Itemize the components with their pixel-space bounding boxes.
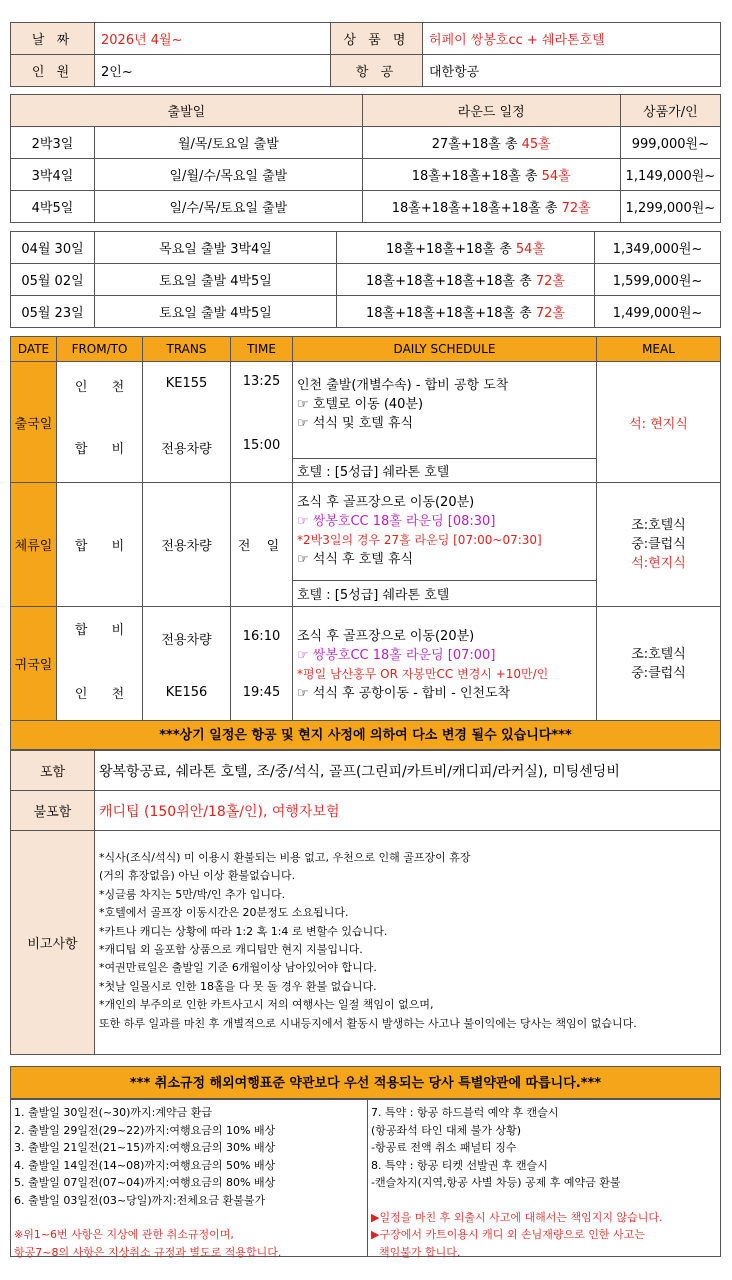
airline-value: 대한항공 (423, 55, 721, 87)
day1-schedule (293, 362, 597, 459)
cancellation-left-column (14, 1104, 281, 1261)
day2-line: ☞ 석식 후 호텔 휴식 (297, 552, 414, 567)
cancellation-divider (367, 1100, 368, 1256)
cancellation-policy (10, 1099, 721, 1257)
from-to-col-header: FROM/TO (57, 337, 143, 362)
product-name-value: 허페이 쌍봉호cc + 쉐라톤호텔 (423, 23, 721, 55)
cancel-rule: -캔슬차지(지역,항공 사별 차등) 공제 후 예약금 환불 (371, 1176, 621, 1189)
day3-label: 귀국일 (11, 607, 57, 721)
day3-from: 합 비 (74, 623, 135, 638)
day1-hotel: 호텔 : [5성급] 쉐라톤 호텔 (293, 459, 597, 483)
product-duration: 2박3일 (11, 127, 95, 159)
cancel-rule: 3. 출발일 21일전(21~15)까지:여행요금의 30% 배상 (14, 1141, 276, 1154)
special-date: 05월 23일 (11, 296, 95, 328)
inclusion-table (10, 750, 721, 1055)
day1-to: 합 비 (74, 442, 135, 457)
day1-from-to (57, 362, 143, 483)
product-duration: 4박5일 (11, 191, 95, 223)
day1-time1: 13:25 (242, 374, 281, 389)
cancel-note: 책임불가 합니다. (379, 1245, 461, 1259)
day3-meal-lunch: 중:클럽식 (631, 665, 686, 681)
day3-time2: 19:45 (242, 685, 281, 700)
cancel-rule: (항공좌석 타인 대체 불가 상황) (371, 1123, 522, 1137)
day3-meal (597, 607, 721, 721)
cancel-rule: 2. 출발일 29일전(29~22)까지:여행요금의 10% 배상 (14, 1123, 276, 1137)
rounds-header: 라운드 일정 (362, 95, 620, 127)
day3-to: 인 천 (74, 687, 135, 702)
day1-line: 인천 출발(개별수속) - 합비 공항 도착 (297, 378, 509, 393)
cancel-rule: 5. 출발일 07일전(07~04)까지:여행요금의 80% 배상 (14, 1176, 276, 1189)
remark-line: *싱글룸 차지는 5만/박/인 추가 입니다. (99, 887, 286, 901)
product-depart: 일/월/수/목요일 출발 (95, 159, 363, 191)
day3-schedule (293, 607, 597, 721)
day2-round-line: ☞ 쌍봉호CC 18홀 라운딩 [08:30] (297, 514, 496, 529)
cancel-note: ▶일정을 마친 후 외출시 사고에 대해서는 책임지지 않습니다. (371, 1210, 663, 1224)
remark-line: *여권만료일은 출발일 기준 6개월이상 남아있어야 합니다. (99, 961, 377, 975)
day3-round-line: ☞ 쌍봉호CC 18홀 라운딩 [07:00] (297, 648, 496, 663)
product-row (11, 159, 721, 191)
excluded-label: 불포함 (11, 791, 95, 831)
day1-line: ☞ 석식 및 호텔 휴식 (297, 416, 414, 431)
cancellation-title: *** 취소규정 해외여행표준 약관보다 우선 적용되는 당사 특별약관에 따릅니다.*** (10, 1066, 721, 1099)
meal-col-header: MEAL (597, 337, 721, 362)
product-price: 1,299,000원~ (620, 191, 720, 223)
day1-label: 출국일 (11, 362, 57, 483)
people-label: 인 원 (11, 55, 95, 87)
tour-info-table (10, 22, 721, 87)
day3-trans1: 전용차량 (161, 633, 212, 648)
day2-trans: 전용차량 (143, 483, 231, 607)
day2-hotel: 호텔 : [5성급] 쉐라톤 호텔 (293, 581, 597, 607)
day3-note-line: *평일 남산홍무 OR 자봉만CC 변경시 +10만/인 (297, 667, 549, 681)
day2-meal-breakfast: 조:호텔식 (631, 518, 686, 533)
product-depart: 일/수/목/토요일 출발 (95, 191, 363, 223)
day1-time2: 15:00 (242, 438, 281, 453)
cancel-note: ▶구장에서 카트이용시 캐디 외 손님재량으로 인한 사고는 (371, 1228, 645, 1241)
remarks-label: 비고사항 (11, 831, 95, 1055)
daily-col-header: DAILY SCHEDULE (293, 337, 597, 362)
product-name-label: 상 품 명 (331, 23, 423, 55)
special-row (11, 296, 721, 328)
special-rounds: 18홀+18홀+18홀 총 54홀 (337, 232, 595, 264)
day3-trans (143, 607, 231, 721)
day3-from-to (57, 607, 143, 721)
remark-line: *카트나 캐디는 상황에 따라 1:2 혹 1:4 로 변할수 있습니다. (99, 924, 388, 938)
cancel-rule: 8. 특약 : 항공 티켓 선발권 후 캔슬시 (371, 1158, 548, 1172)
product-rounds: 27홀+18홀 총 45홀 (362, 127, 620, 159)
day2-from: 합 비 (57, 483, 143, 607)
special-depart: 목요일 출발 3박4일 (95, 232, 337, 264)
product-rounds: 18홀+18홀+18홀+18홀 총 72홀 (362, 191, 620, 223)
date-label: 날 짜 (11, 23, 95, 55)
remark-line: *식사(조식/석식) 미 이용시 환불되는 비용 없고, 우천으로 인해 골프장이 휴장 (99, 851, 471, 864)
day2-meal-dinner: 석:현지식 (631, 556, 686, 571)
day1-from: 인 천 (74, 380, 135, 395)
price-header: 상품가/인 (620, 95, 720, 127)
day3-line: 조식 후 골프장으로 이동(20분) (297, 629, 475, 644)
depart-header: 출발일 (11, 95, 363, 127)
day2-schedule (293, 483, 597, 581)
special-price: 1,499,000원~ (595, 296, 721, 328)
remark-line: 또한 하루 일과를 마친 후 개별적으로 시내등지에서 활동시 발생하는 사고나 불이익에는 당사는 책임이 없습니다. (99, 1016, 637, 1030)
day3-meal-breakfast: 조:호텔식 (631, 646, 686, 662)
product-rounds: 18홀+18홀+18홀 총 54홀 (362, 159, 620, 191)
remarks-content (95, 831, 721, 1055)
day2-note-line: *2박3일의 경우 27홀 라운딩 [07:00~07:30] (297, 533, 542, 547)
schedule-table (10, 336, 721, 721)
product-row (11, 191, 721, 223)
day2-time: 전 일 (231, 483, 293, 607)
special-depart: 토요일 출발 4박5일 (95, 296, 337, 328)
trans-col-header: TRANS (143, 337, 231, 362)
special-row (11, 264, 721, 296)
cancel-rule: 4. 출발일 14일전(14~08)까지:여행요금의 50% 배상 (14, 1158, 276, 1172)
day3-trans2: KE156 (165, 685, 208, 700)
included-value: 왕복항공료, 쉐라톤 호텔, 조/중/석식, 골프(그린피/카트비/캐디피/라커실), 미팅센딩비 (95, 751, 721, 791)
product-depart: 월/목/토요일 출발 (95, 127, 363, 159)
day3-line: ☞ 석식 후 공항이동 - 합비 - 인천도착 (297, 686, 511, 701)
day3-time1: 16:10 (242, 629, 281, 644)
special-rounds: 18홀+18홀+18홀+18홀 총 72홀 (337, 296, 595, 328)
special-price: 1,349,000원~ (595, 232, 721, 264)
cancellation-right-column (371, 1104, 662, 1261)
day1-trans (143, 362, 231, 483)
cancel-rule: 1. 출발일 30일전(~30)까지:계약금 환급 (14, 1106, 212, 1119)
date-col-header: DATE (11, 337, 57, 362)
remark-line: *호텔에서 골프장 이동시간은 20분정도 소요됩니다. (99, 906, 349, 920)
remark-line: (거의 휴장없음) 아닌 이상 환불없습니다. (99, 869, 296, 883)
time-col-header: TIME (231, 337, 293, 362)
cancel-rule: -항공료 전액 취소 패널티 징수 (371, 1141, 517, 1154)
special-depart: 토요일 출발 4박5일 (95, 264, 337, 296)
day1-time (231, 362, 293, 483)
special-rounds: 18홀+18홀+18홀+18홀 총 72홀 (337, 264, 595, 296)
cancel-rule: 7. 특약 : 항공 하드블럭 예약 후 캔슬시 (371, 1106, 559, 1119)
airline-label: 항 공 (331, 55, 423, 87)
product-table (10, 94, 721, 223)
people-value: 2인~ (95, 55, 331, 87)
date-value: 2026년 4월~ (95, 23, 331, 55)
remark-line: *캐디팁 외 올포함 상품으로 캐디팁만 현지 지불입니다. (99, 943, 363, 957)
product-row (11, 127, 721, 159)
excluded-value: 캐디팁 (150위안/18홀/인), 여행자보험 (95, 791, 721, 831)
cancel-note: ※위1~6번 사항은 지상에 관한 취소규정이며, (14, 1228, 234, 1241)
schedule-change-notice: ***상기 일정은 항공 및 현지 사정에 의하여 다소 변경 될수 있습니다*** (10, 720, 721, 750)
day1-meal: 석: 현지식 (597, 362, 721, 483)
remark-line: *첫날 일몰시로 인한 18홀을 다 못 돌 경우 환불 없습니다. (99, 979, 377, 993)
special-price: 1,599,000원~ (595, 264, 721, 296)
included-label: 포함 (11, 751, 95, 791)
product-duration: 3박4일 (11, 159, 95, 191)
special-date: 04월 30일 (11, 232, 95, 264)
cancel-rule: 6. 출발일 03일전(03~당일)까지:전체요금 환불불가 (14, 1193, 266, 1207)
cancel-note: 항공7~8의 사항은 지상취소 규정과 별도로 적용합니다. (14, 1245, 282, 1259)
day1-trans2: 전용차량 (161, 442, 212, 457)
product-price: 1,149,000원~ (620, 159, 720, 191)
product-price: 999,000원~ (620, 127, 720, 159)
day2-line: 조식 후 골프장으로 이동(20분) (297, 495, 475, 510)
day2-meal (597, 483, 721, 607)
day2-label: 체류일 (11, 483, 57, 607)
day1-trans1: KE155 (165, 376, 208, 391)
special-row (11, 232, 721, 264)
day1-line: ☞ 호텔로 이동 (40분) (297, 397, 424, 412)
special-date: 05월 02일 (11, 264, 95, 296)
day3-time (231, 607, 293, 721)
special-dates-table (10, 231, 721, 328)
remark-line: *개인의 부주의로 인한 카트사고시 저의 여행사는 일절 책임이 없으며, (99, 998, 434, 1012)
day2-meal-lunch: 중:클럽식 (631, 537, 686, 552)
